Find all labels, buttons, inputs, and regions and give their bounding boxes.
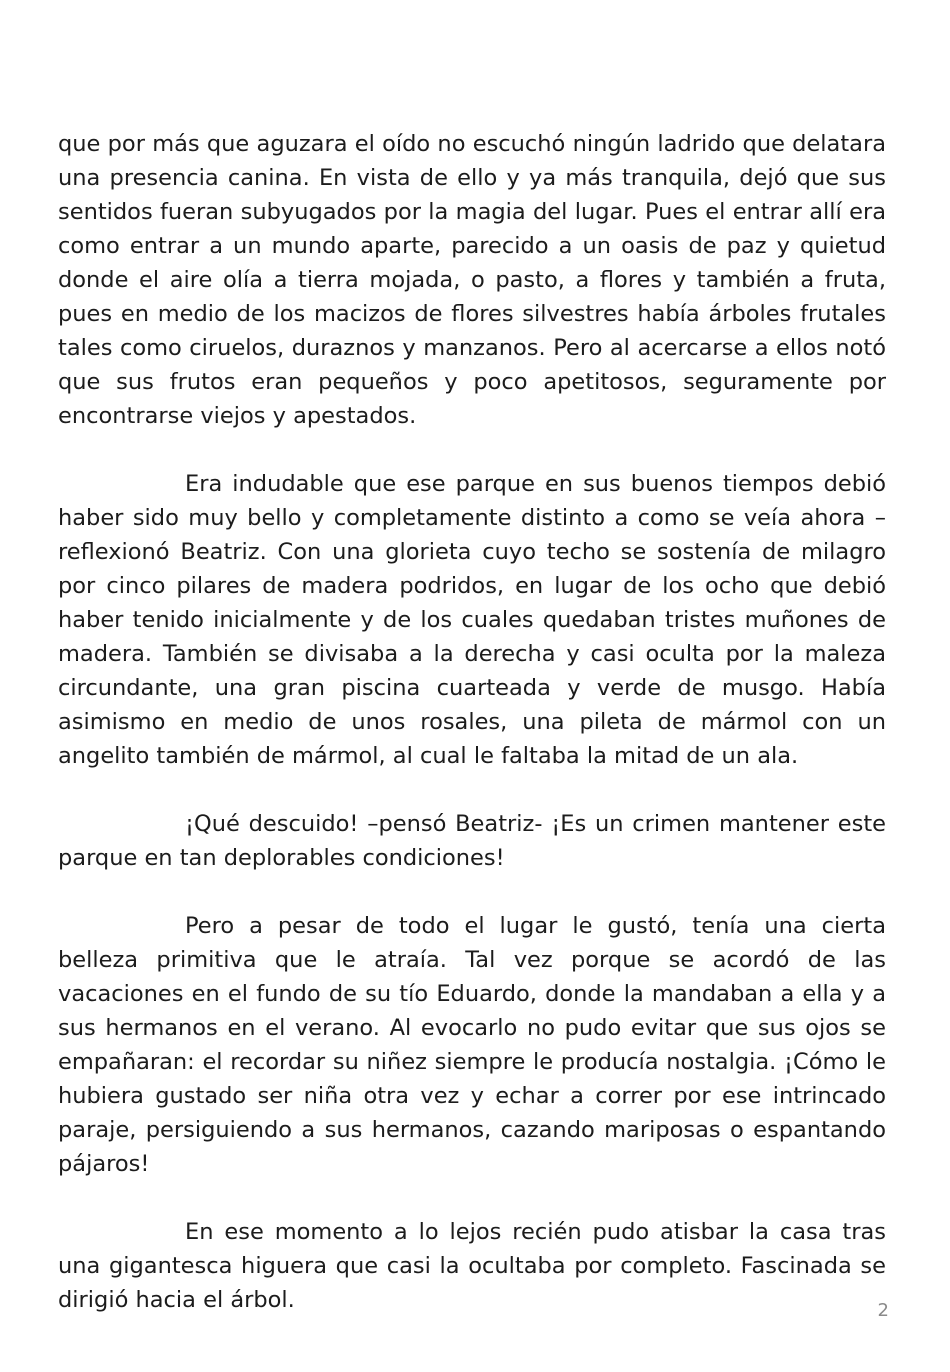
page-number: 2: [877, 1300, 889, 1321]
paragraph-4: Pero a pesar de todo el lugar le gustó, tenía una cierta belleza primitiva que le atraía. Tal vez porque se acordó de las vacaciones en el fundo de su tío Eduardo, donde la mandaban a ella y a sus hermanos en el verano. Al evocarlo no pudo evitar que sus ojos se empañaran: el recordar su niñez siempre le producía nostalgia. ¡Cómo le hubiera gustado ser niña otra vez y echar a correr por ese intrincado paraje, persiguiendo a sus hermanos, cazando mariposas o espantando pájaros!: [58, 913, 886, 1177]
paragraph-3: ¡Qué descuido! –pensó Beatriz- ¡Es un crimen mantener este parque en tan deplorables condiciones!: [58, 811, 886, 871]
paragraph-2: Era indudable que ese parque en sus buenos tiempos debió haber sido muy bello y completamente distinto a como se veía ahora –reflexionó Beatriz. Con una glorieta cuyo techo se sostenía de milagro por cinco pilares de madera podridos, en lugar de los ocho que debió haber tenido inicialmente y de los cuales quedaban tristes muñones de madera. También se divisaba a la derecha y casi oculta por la maleza circundante, una gran piscina cuarteada y verde de musgo. Había asimismo en medio de unos rosales, una pileta de mármol con un angelito también de mármol, al cual le faltaba la mitad de un ala.: [58, 471, 886, 769]
body-text: [58, 127, 886, 1317]
paragraph-5: En ese momento a lo lejos recién pudo atisbar la casa tras una gigantesca higuera que casi la ocultaba por completo. Fascinada se dirigió hacia el árbol.: [58, 1219, 886, 1313]
paragraph-1: que por más que aguzara el oído no escuchó ningún ladrido que delatara una presencia canina. En vista de ello y ya más tranquila, dejó que sus sentidos fueran subyugados por la magia del lugar. Pues el entrar allí era como entrar a un mundo aparte, parecido a un oasis de paz y quietud donde el aire olía a tierra mojada, o pasto, a flores y también a fruta, pues en medio de los macizos de flores silvestres había árboles frutales tales como ciruelos, duraznos y manzanos. Pero al acercarse a ellos notó que sus frutos eran pequeños y poco apetitosos, seguramente por encontrarse viejos y apestados.: [58, 131, 886, 429]
